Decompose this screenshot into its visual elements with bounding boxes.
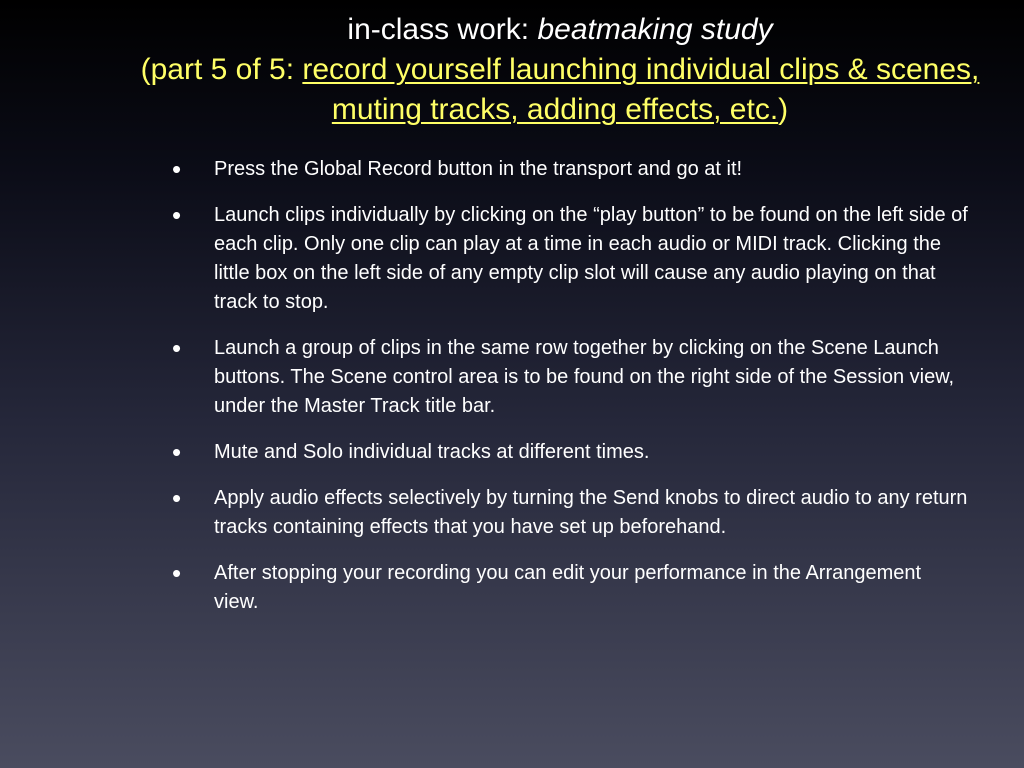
bullet-text: Launch clips individually by clicking on the “play button” to be found on the left side of each clip. Only one clip can play at a time in each audio or MIDI track. Clicking the little box on the left side of any empty clip slot will cause any audio playing on that track to stop. — [214, 204, 968, 313]
bullet-text: Launch a group of clips in the same row together by clicking on the Scene Launch buttons. The Scene control area is to be found on the right side of the Session view, under the Master Track title bar. — [214, 337, 955, 417]
bullet-icon: • — [172, 200, 182, 230]
bullet-item — [168, 559, 968, 617]
bullet-item — [168, 484, 968, 542]
bullet-list — [168, 155, 968, 634]
bullet-icon: • — [172, 154, 182, 184]
bullet-text: Mute and Solo individual tracks at different times. — [214, 441, 650, 463]
slide-title — [100, 10, 1020, 130]
bullet-item — [168, 334, 968, 421]
bullet-icon: • — [172, 483, 182, 513]
subtitle-prefix: (part 5 of 5: — [140, 53, 303, 86]
bullet-item — [168, 155, 968, 184]
bullet-item — [168, 201, 968, 317]
title-italic: beatmaking study — [537, 13, 773, 46]
bullet-item — [168, 438, 968, 467]
bullet-text: After stopping your recording you can edit your performance in the Arrangement view. — [214, 562, 922, 613]
bullet-text: Press the Global Record button in the transport and go at it! — [214, 158, 743, 180]
title-line-1 — [100, 10, 1020, 50]
title-line-2 — [100, 50, 1020, 130]
bullet-text: Apply audio effects selectively by turning the Send knobs to direct audio to any return tracks containing effects that you have set up beforehand. — [214, 487, 968, 538]
subtitle-underlined: record yourself launching individual clips & scenes, muting tracks, adding effects, etc. — [302, 53, 980, 126]
bullet-icon: • — [172, 437, 182, 467]
subtitle-suffix: ) — [778, 93, 789, 126]
bullet-icon: • — [172, 558, 182, 588]
title-prefix: in-class work: — [347, 13, 538, 46]
bullet-icon: • — [172, 333, 182, 363]
